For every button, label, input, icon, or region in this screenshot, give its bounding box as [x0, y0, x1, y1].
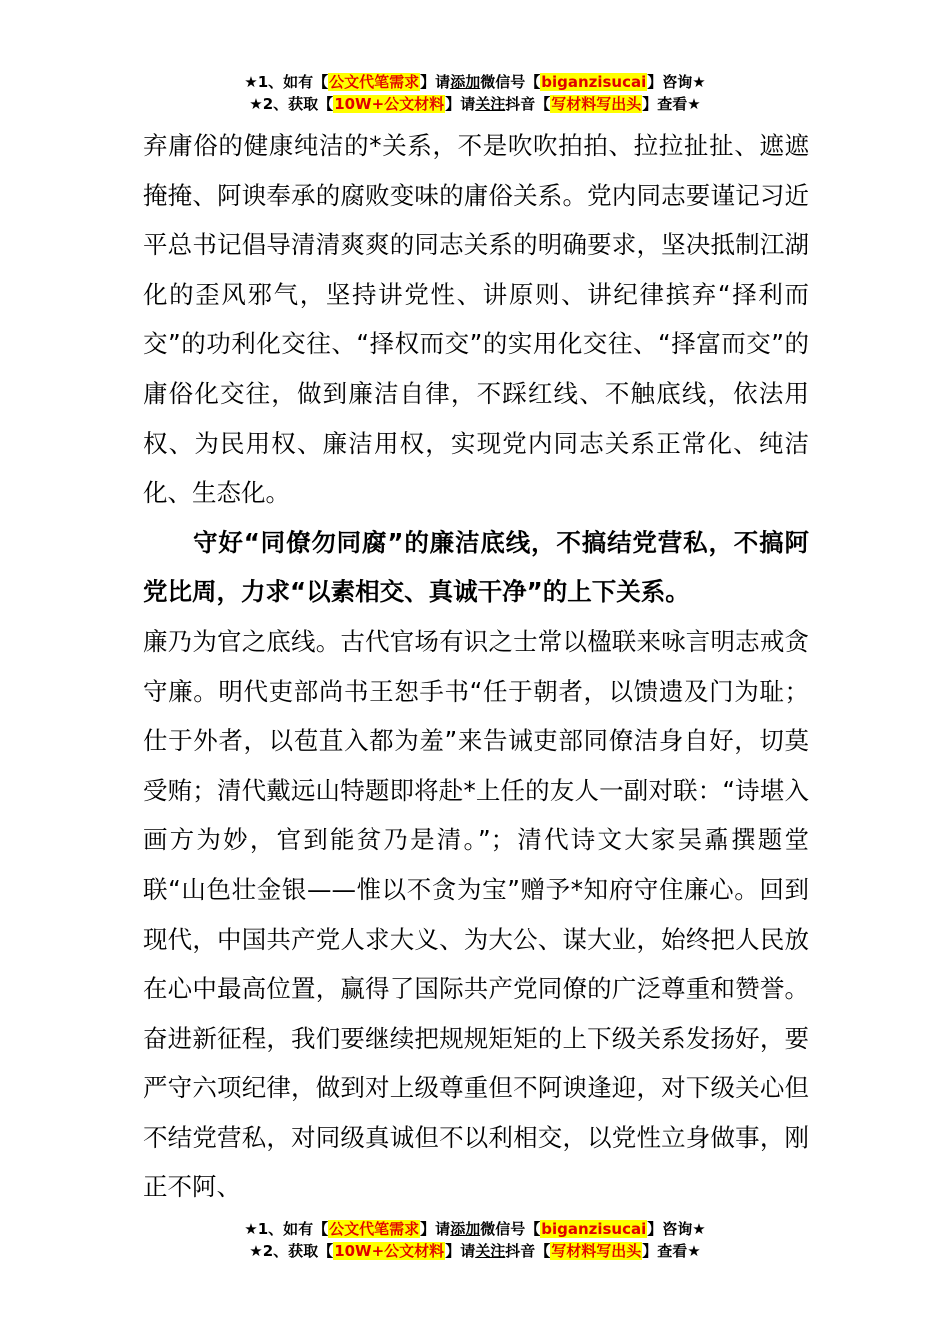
banner-underline: 添加: [450, 73, 481, 91]
header-banner: [0, 71, 950, 115]
banner-text: 】请: [420, 73, 451, 91]
banner-line-2: [0, 93, 950, 115]
banner-line-1: [0, 71, 950, 93]
banner-text: ★1、如有【: [244, 1220, 329, 1238]
banner-text: 】查看★: [642, 1242, 701, 1260]
banner-text: 】咨询★: [647, 73, 706, 91]
banner-text: 微信号【: [480, 73, 541, 91]
document-body: [143, 121, 809, 1212]
banner-text: 抖音【: [505, 95, 551, 113]
banner-underline: 关注: [475, 95, 506, 113]
banner-highlight: 10W+公文材料: [334, 95, 445, 113]
banner-text: 】请: [445, 1242, 476, 1260]
section-heading-paragraph: 守好“同僚勿同腐”的廉洁底线，不搞结党营私，不搞阿党比周，力求“以素相交、真诚干净”的上下关系。: [143, 527, 809, 607]
banner-highlight: 公文代笔需求: [329, 73, 420, 91]
banner-highlight: biganzisucai: [541, 1220, 647, 1238]
banner-text: ★2、获取【: [249, 95, 334, 113]
banner-text: 抖音【: [505, 1242, 551, 1260]
banner-text: 】请: [420, 1220, 451, 1238]
paragraph-1: 弃庸俗的健康纯洁的*关系，不是吹吹拍拍、拉拉扯扯、遮遮掩掩、阿谀奉承的腐败变味的庸俗关系。党内同志要谨记习近平总书记倡导清清爽爽的同志关系的明确要求，坚决抵制江湖化的歪风邪气，坚持讲党性、讲原则、讲纪律摈弃“择利而交”的功利化交往、“择权而交”的实用化交往、“择富而交”的庸俗化交往，做到廉洁自律，不踩红线、不触底线，依法用权、为民用权、廉洁用权，实现党内同志关系正常化、纯洁化、生态化。: [143, 131, 809, 508]
banner-highlight: 公文代笔需求: [329, 1220, 420, 1238]
banner-line-1: [0, 1218, 950, 1240]
footer-banner: [0, 1218, 950, 1262]
paragraph-3: 廉乃为官之底线。古代官场有识之士常以楹联来咏言明志戒贪守廉。明代吏部尚书王恕手书“任于朝者，以馈遗及门为耻；仕于外者，以苞苴入都为羞”来告诫吏部同僚洁身自好，切莫受贿；清代戴远山特题即将赴*上任的友人一副对联：“诗堪入画方为妙，官到能贫乃是清。”；清代诗文大家吴鼒撰题堂联“山色壮金银——惟以不贪为宝”赠予*知府守住廉心。回到现代，中国共产党人求大义、为大公、谋大业，始终把人民放在心中最高位置，赢得了国际共产党同僚的广泛尊重和赞誉。奋进新征程，我们要继续把规规矩矩的上下级关系发扬好，要严守六项纪律，做到对上级尊重但不阿谀逢迎，对下级关心但不结党营私，对同级真诚但不以利相交，以党性立身做事，刚正不阿、: [143, 626, 809, 1202]
banner-underline: 关注: [475, 1242, 506, 1260]
banner-text: ★1、如有【: [244, 73, 329, 91]
banner-highlight: 10W+公文材料: [334, 1242, 445, 1260]
banner-text: 微信号【: [480, 1220, 541, 1238]
banner-highlight: 写材料写出头: [551, 95, 642, 113]
banner-text: ★2、获取【: [249, 1242, 334, 1260]
banner-text: 】查看★: [642, 95, 701, 113]
banner-line-2: [0, 1240, 950, 1262]
banner-highlight: 写材料写出头: [551, 1242, 642, 1260]
banner-underline: 添加: [450, 1220, 481, 1238]
banner-text: 】咨询★: [647, 1220, 706, 1238]
banner-highlight: biganzisucai: [541, 73, 647, 91]
banner-text: 】请: [445, 95, 476, 113]
